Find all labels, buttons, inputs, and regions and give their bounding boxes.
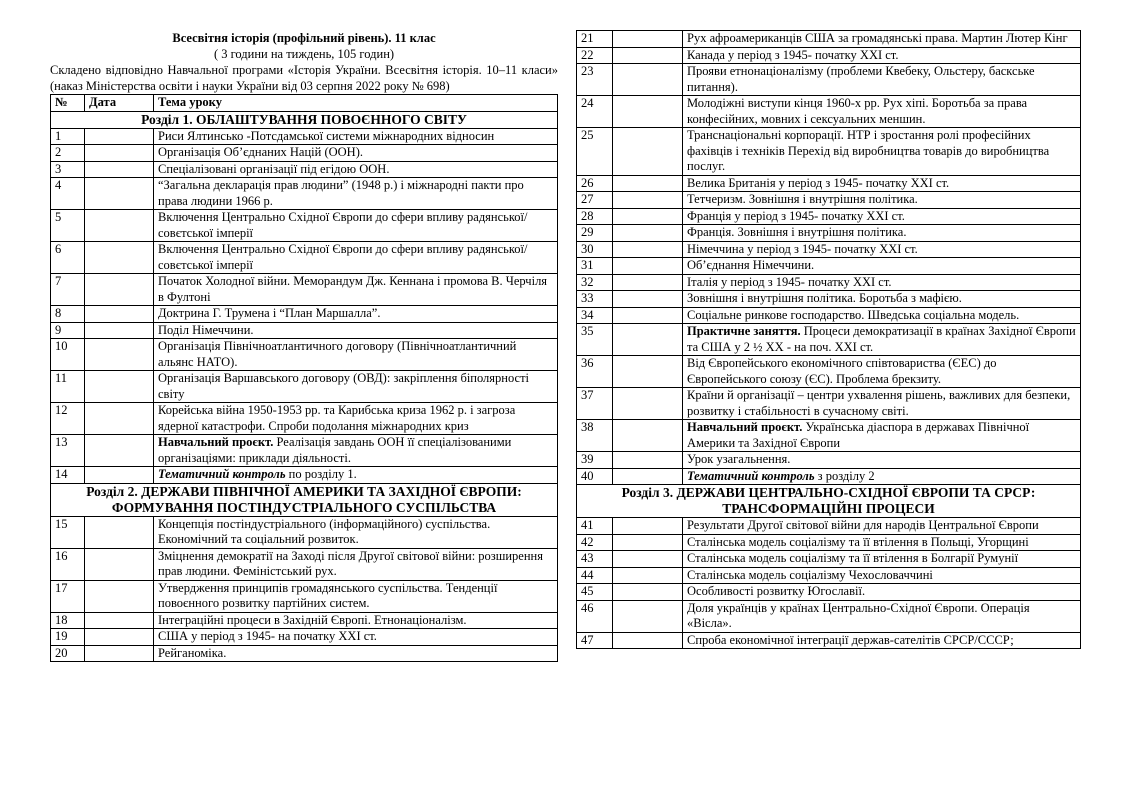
table-header-row [51, 95, 558, 112]
lesson-topic [154, 612, 558, 629]
lesson-number: 1 [51, 128, 85, 145]
lesson-date [613, 258, 683, 275]
lesson-number: 34 [577, 307, 613, 324]
lesson-topic-text: Прояви етнонаціоналізму (проблеми Квебеку, Ольстеру, баскське питання). [687, 64, 1035, 94]
table-row [577, 31, 1081, 48]
lesson-number: 44 [577, 567, 613, 584]
lesson-number: 41 [577, 518, 613, 535]
lesson-number: 13 [51, 435, 85, 467]
table-row [577, 241, 1081, 258]
program-note: Складено відповідно Навчальної програми «Історія України. Всесвітня історія. 10–11 класи» (наказ Міністерства освіти і науки України від 03 серпня 2022 року № 698) [50, 63, 558, 93]
lesson-topic-text: “Загальна декларація прав людини” (1948 р.) і міжнародні пакти про права людини 1966 р. [158, 178, 524, 208]
lesson-topic-text: Реалізація завдань ООН її спеціалізованими організаціями: приклади діяльності. [158, 435, 512, 465]
lesson-number: 38 [577, 420, 613, 452]
lesson-number: 9 [51, 322, 85, 339]
table-row [51, 274, 558, 306]
lesson-topic-text: Транснаціональні корпорації. НТР і зростання ролі професійних фахівців і техніків Перехід від виробництва товарів до виробництва послуг. [687, 128, 1050, 173]
lesson-number: 47 [577, 632, 613, 649]
lesson-topic-text: Німеччина у період з 1945- початку ХХІ ст. [687, 241, 918, 256]
table-row [577, 96, 1081, 128]
lesson-topic [154, 178, 558, 210]
lesson-topic-text: Процеси демократизації в країнах Західної Європи та США у 2 ½ ХХ - на поч. ХХІ ст. [687, 324, 1076, 354]
table-row [577, 388, 1081, 420]
table-row [577, 468, 1081, 485]
lesson-topic [154, 210, 558, 242]
lesson-topic-text: Українська діаспора в державах Північної Америки та Західної Європи [687, 420, 1030, 450]
lesson-date [613, 274, 683, 291]
table-row [51, 178, 558, 210]
lesson-number: 3 [51, 161, 85, 178]
lesson-date [613, 324, 683, 356]
lesson-number: 2 [51, 145, 85, 162]
lesson-date [85, 467, 154, 484]
lesson-topic-text: Італія у період з 1945- початку ХХІ ст. [687, 274, 892, 289]
lesson-topic [683, 128, 1081, 176]
right-column [576, 30, 1081, 649]
section-heading-row [51, 111, 558, 128]
lesson-topic [154, 435, 558, 467]
lesson-date [613, 388, 683, 420]
lesson-date [85, 210, 154, 242]
lesson-table-right [576, 30, 1081, 649]
lesson-topic-text: Риси Ялтинсько -Потсдамської системи міжнародних відносин [158, 128, 495, 143]
lesson-date [613, 192, 683, 209]
lesson-topic [683, 468, 1081, 485]
lesson-topic-text: Молодіжні виступи кінця 1960-х рр. Рух хіпі. Боротьба за права конфесійних, мовних і сексуальних меншин. [687, 96, 1028, 126]
table-row [577, 420, 1081, 452]
lesson-topic-text: Доля українців у країнах Центрально-Східної Європи. Операція «Вісла». [687, 600, 1030, 630]
lesson-topic [683, 274, 1081, 291]
lesson-date [85, 242, 154, 274]
lesson-type-label: Навчальний проєкт. [158, 435, 274, 449]
lesson-topic [683, 584, 1081, 601]
lesson-date [613, 241, 683, 258]
table-row [51, 145, 558, 162]
lesson-date [613, 47, 683, 64]
table-row [577, 534, 1081, 551]
lesson-topic [154, 371, 558, 403]
lesson-topic-text: Від Європейського економічного співтовариства (ЄЕС) до Європейського союзу (ЄС). Проблема брекзиту. [687, 356, 997, 386]
lesson-date [85, 629, 154, 646]
table-row [577, 175, 1081, 192]
lesson-date [85, 306, 154, 323]
lesson-date [85, 403, 154, 435]
lesson-number: 21 [577, 31, 613, 48]
lesson-date [85, 322, 154, 339]
section-heading-row [577, 485, 1081, 518]
lesson-topic [683, 518, 1081, 535]
lesson-topic-text: Об’єднання Німеччини. [687, 258, 815, 272]
lesson-topic-text: Початок Холодної війни. Меморандум Дж. Кеннана і промова В. Черчіля в Фултоні [158, 274, 548, 304]
lesson-topic [683, 47, 1081, 64]
lesson-topic [154, 306, 558, 323]
lesson-date [85, 161, 154, 178]
lesson-date [613, 208, 683, 225]
lesson-date [85, 371, 154, 403]
lesson-topic-text: Поділ Німеччини. [158, 322, 254, 337]
lesson-number: 17 [51, 580, 85, 612]
lesson-type-label: Тематичний контроль [687, 468, 815, 483]
lesson-topic [154, 467, 558, 484]
lesson-topic [683, 258, 1081, 275]
lesson-topic-text: Включення Центрально Східної Європи до сфери впливу радянської/совєтської імперії [158, 210, 528, 240]
lesson-topic-text: Сталінська модель соціалізму та її втілення в Польщі, Угорщині [687, 534, 1029, 549]
lesson-topic [683, 534, 1081, 551]
lesson-topic-text: Концепція постіндустріального (інформаційного) суспільства. Економічний та соціальний розвиток. [158, 516, 491, 546]
lesson-date [85, 612, 154, 629]
lesson-topic-text: Урок узагальнення. [687, 452, 791, 466]
lesson-number: 27 [577, 192, 613, 209]
lesson-topic [683, 175, 1081, 192]
lesson-number: 23 [577, 64, 613, 96]
lesson-topic [154, 645, 558, 662]
lesson-number: 24 [577, 96, 613, 128]
lesson-number: 10 [51, 339, 85, 371]
section-heading: Розділ 2. ДЕРЖАВИ ПІВНІЧНОЇ АМЕРИКИ ТА ЗАХІДНОЇ ЄВРОПИ: ФОРМУВАННЯ ПОСТІНДУСТРІАЛЬНОГО СУСПІЛЬСТВА [51, 483, 558, 516]
lesson-topic-text: США у період з 1945- на початку ХХІ ст. [158, 629, 377, 643]
lesson-number: 45 [577, 584, 613, 601]
lesson-number: 18 [51, 612, 85, 629]
table-row [577, 274, 1081, 291]
table-row [577, 600, 1081, 632]
lesson-date [85, 516, 154, 548]
lesson-topic [683, 96, 1081, 128]
lesson-number: 42 [577, 534, 613, 551]
lesson-topic-text: Організація Північноатлантичного договору (Північноатлантичний альянс НАТО). [158, 339, 517, 369]
lesson-number: 6 [51, 242, 85, 274]
lesson-number: 35 [577, 324, 613, 356]
lesson-topic-text: Корейська війна 1950-1953 рр. та Карибська криза 1962 р. і загроза ядерної катастрофи. Спроби подолання міжнародних криз [158, 403, 516, 433]
lesson-date [613, 64, 683, 96]
lesson-topic [683, 356, 1081, 388]
lesson-number: 40 [577, 468, 613, 485]
lesson-topic [683, 192, 1081, 209]
lesson-number: 37 [577, 388, 613, 420]
lesson-date [613, 551, 683, 568]
lesson-table-left [50, 94, 558, 662]
lesson-topic-text: Спроба економічної інтеграції держав-сателітів СРСР/СССР; [687, 632, 1014, 647]
lesson-topic [154, 274, 558, 306]
lesson-number: 22 [577, 47, 613, 64]
lesson-date [613, 307, 683, 324]
lesson-topic-text: по розділу 1. [285, 467, 357, 481]
lesson-type-label: Практичне заняття. [687, 324, 801, 338]
lesson-date [613, 600, 683, 632]
hours-subtitle: ( 3 години на тиждень, 105 годин) [213, 47, 395, 61]
lesson-topic [154, 580, 558, 612]
lesson-topic [683, 452, 1081, 469]
table-row [51, 322, 558, 339]
lesson-number: 36 [577, 356, 613, 388]
table-row [577, 356, 1081, 388]
table-row [577, 208, 1081, 225]
table-row [51, 580, 558, 612]
section-heading: Розділ 3. ДЕРЖАВИ ЦЕНТРАЛЬНО-СХІДНОЇ ЄВРОПИ ТА СРСР: ТРАНСФОРМАЦІЙНІ ПРОЦЕСИ [577, 485, 1081, 518]
lesson-topic [154, 516, 558, 548]
lesson-topic [683, 551, 1081, 568]
table-row [577, 307, 1081, 324]
table-row [51, 645, 558, 662]
lesson-number: 33 [577, 291, 613, 308]
lesson-number: 43 [577, 551, 613, 568]
lesson-date [613, 567, 683, 584]
lesson-topic-text: Спеціалізовані організації під егідою ООН. [158, 161, 390, 176]
lesson-date [613, 96, 683, 128]
lesson-date [613, 468, 683, 485]
lesson-topic [154, 128, 558, 145]
lesson-topic [154, 403, 558, 435]
lesson-topic [154, 629, 558, 646]
section-heading: Розділ 1. ОБЛАШТУВАННЯ ПОВОЄННОГО СВІТУ [51, 111, 558, 128]
table-row [577, 47, 1081, 64]
lesson-topic-text: Велика Британія у період з 1945- початку ХХІ ст. [687, 175, 950, 190]
table-row [51, 548, 558, 580]
lesson-date [613, 632, 683, 649]
lesson-topic [683, 31, 1081, 48]
lesson-topic [683, 291, 1081, 308]
header-number: № [51, 95, 85, 112]
lesson-number: 5 [51, 210, 85, 242]
table-row [577, 225, 1081, 242]
table-row [577, 291, 1081, 308]
lesson-rows-left [51, 111, 558, 662]
lesson-number: 46 [577, 600, 613, 632]
table-row [577, 632, 1081, 649]
lesson-topic [154, 145, 558, 162]
table-row [577, 192, 1081, 209]
lesson-date [85, 178, 154, 210]
lesson-number: 20 [51, 645, 85, 662]
lesson-number: 39 [577, 452, 613, 469]
lesson-topic-text: з розділу 2 [814, 468, 875, 483]
lesson-number: 25 [577, 128, 613, 176]
table-row [51, 435, 558, 467]
lesson-date [85, 128, 154, 145]
table-row [51, 516, 558, 548]
lesson-date [85, 339, 154, 371]
lesson-topic [154, 242, 558, 274]
lesson-topic-text: Рух афроамериканців США за громадянські права. Мартин Лютер Кінг [687, 31, 1068, 45]
lesson-topic [683, 64, 1081, 96]
lesson-topic-text: Організація Варшавського договору (ОВД): закріплення біполярності світу [158, 371, 530, 401]
lesson-topic [683, 388, 1081, 420]
lesson-number: 8 [51, 306, 85, 323]
lesson-topic-text: Зміцнення демократії на Заході після Другої світової війни: розширення прав людини. Феміністський рух. [158, 548, 543, 578]
lesson-number: 11 [51, 371, 85, 403]
table-row [51, 242, 558, 274]
lesson-topic [154, 161, 558, 178]
table-row [51, 371, 558, 403]
table-row [51, 403, 558, 435]
lesson-topic-text: Канада у період з 1945- початку ХХІ ст. [687, 47, 899, 62]
lesson-date [85, 580, 154, 612]
lesson-type-label: Тематичний контроль [158, 467, 286, 481]
lesson-topic-text: Включення Центрально Східної Європи до сфери впливу радянської/совєтської імперії [158, 242, 528, 272]
lesson-topic [154, 339, 558, 371]
table-row [577, 452, 1081, 469]
lesson-topic-text: Рейганоміка. [158, 645, 227, 660]
lesson-topic [683, 600, 1081, 632]
lesson-topic [154, 548, 558, 580]
lesson-topic [683, 632, 1081, 649]
lesson-topic [683, 241, 1081, 258]
table-row [577, 128, 1081, 176]
table-row [51, 161, 558, 178]
table-row [51, 306, 558, 323]
lesson-topic [683, 225, 1081, 242]
lesson-topic-text: Особливості розвитку Югославії. [687, 584, 866, 598]
lesson-date [613, 175, 683, 192]
lesson-date [613, 31, 683, 48]
lesson-date [85, 645, 154, 662]
header-date: Дата [85, 95, 154, 112]
lesson-topic [683, 420, 1081, 452]
table-row [51, 467, 558, 484]
lesson-date [613, 584, 683, 601]
lesson-topic [683, 307, 1081, 324]
lesson-topic [154, 322, 558, 339]
table-row [51, 128, 558, 145]
lesson-topic [683, 567, 1081, 584]
lesson-topic [683, 208, 1081, 225]
table-row [577, 551, 1081, 568]
lesson-date [613, 291, 683, 308]
table-row [577, 567, 1081, 584]
table-row [51, 210, 558, 242]
document-title: Всесвітня історія (профільний рівень). 11 клас [172, 31, 436, 45]
table-row [577, 584, 1081, 601]
lesson-topic [683, 324, 1081, 356]
table-row [51, 339, 558, 371]
lesson-date [613, 518, 683, 535]
lesson-number: 26 [577, 175, 613, 192]
lesson-number: 29 [577, 225, 613, 242]
lesson-topic-text: Тетчеризм. Зовнішня і внутрішня політика. [687, 192, 918, 206]
lesson-number: 16 [51, 548, 85, 580]
lesson-topic-text: Організація Об’єднаних Націй (ООН). [158, 145, 363, 159]
header-topic: Тема уроку [154, 95, 558, 112]
lesson-date [613, 534, 683, 551]
lesson-topic-text: Франція. Зовнішня і внутрішня політика. [687, 225, 907, 239]
lesson-number: 28 [577, 208, 613, 225]
table-row [577, 518, 1081, 535]
lesson-topic-text: Соціальне ринкове господарство. Шведська соціальна модель. [687, 307, 1020, 322]
table-row [51, 629, 558, 646]
lesson-date [613, 452, 683, 469]
table-row [577, 258, 1081, 275]
lesson-topic-text: Країни й організації – центри ухвалення рішень, важливих для безпеки, розвитку і стабільності в сучасному світі. [687, 388, 1071, 418]
lesson-rows-right [577, 31, 1081, 649]
lesson-number: 14 [51, 467, 85, 484]
section-heading-row [51, 483, 558, 516]
lesson-date [613, 420, 683, 452]
lesson-number: 30 [577, 241, 613, 258]
lesson-number: 31 [577, 258, 613, 275]
lesson-date [613, 356, 683, 388]
lesson-topic-text: Франція у період з 1945- початку ХХІ ст. [687, 208, 905, 223]
lesson-number: 19 [51, 629, 85, 646]
lesson-topic-text: Інтеграційні процеси в Західній Європі. Етнонаціоналізм. [158, 612, 467, 627]
lesson-number: 32 [577, 274, 613, 291]
lesson-type-label: Навчальний проєкт. [687, 420, 803, 434]
lesson-topic-text: Сталінська модель соціалізму та її втілення в Болгарії Румунії [687, 551, 1019, 565]
lesson-date [85, 435, 154, 467]
lesson-date [85, 274, 154, 306]
lesson-topic-text: Результати Другої світової війни для народів Центральної Європи [687, 518, 1039, 532]
lesson-topic-text: Доктрина Г. Трумена і “План Маршалла”. [158, 306, 381, 320]
lesson-topic-text: Зовнішня і внутрішня політика. Боротьба з мафією. [687, 291, 962, 305]
lesson-number: 15 [51, 516, 85, 548]
lesson-date [613, 225, 683, 242]
left-column [50, 30, 558, 662]
table-row [51, 612, 558, 629]
lesson-topic-text: Сталінська модель соціалізму Чехословаччині [687, 567, 933, 582]
lesson-date [85, 145, 154, 162]
table-row [577, 324, 1081, 356]
lesson-date [613, 128, 683, 176]
table-row [577, 64, 1081, 96]
lesson-number: 4 [51, 178, 85, 210]
lesson-date [85, 548, 154, 580]
lesson-number: 12 [51, 403, 85, 435]
lesson-number: 7 [51, 274, 85, 306]
lesson-topic-text: Утвердження принципів громадянського суспільства. Тенденції повоєнного розвитку партійних систем. [158, 580, 498, 610]
